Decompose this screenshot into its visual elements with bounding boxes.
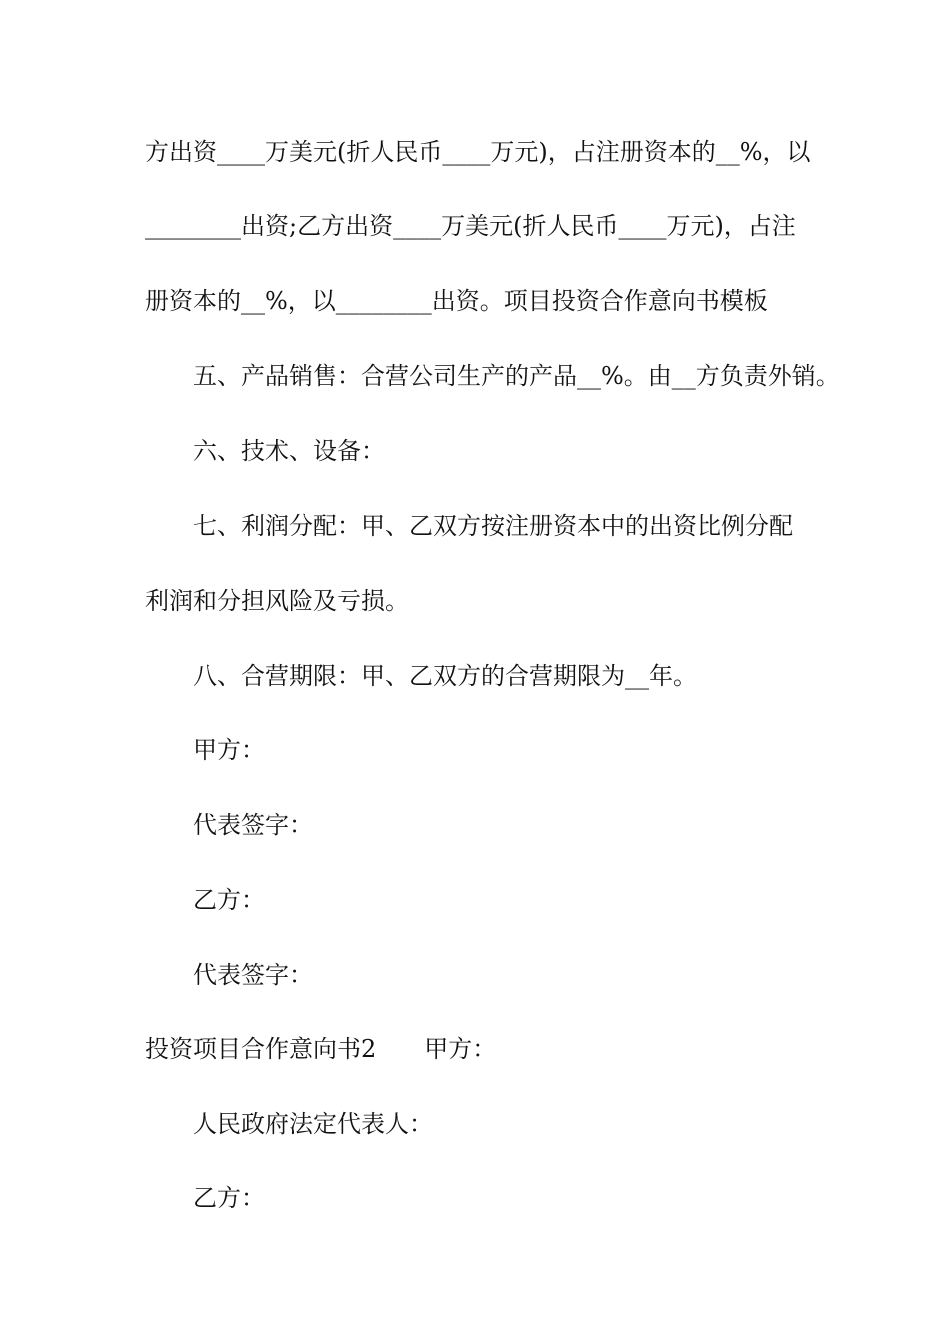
- document-2-heading: 投资项目合作意向书2 甲方：: [145, 1035, 497, 1063]
- section-technology-equipment: 六、技术、设备：: [193, 437, 385, 465]
- party-a-label: 甲方：: [193, 736, 265, 764]
- party-b-label: 乙方：: [193, 886, 265, 914]
- section-product-sales: 五、产品销售：合营公司生产的产品__%。由__方负责外销。: [193, 362, 840, 390]
- text-line-3: 册资本的__%，以________出资。项目投资合作意向书模板: [145, 287, 768, 315]
- representative-signature-label: 代表签字：: [193, 811, 313, 839]
- text-line-2: ________出资;乙方出资____万美元(折人民币____万元)，占注: [145, 212, 796, 240]
- section-joint-venture-term: 八、合营期限：甲、乙双方的合营期限为__年。: [193, 662, 697, 690]
- text-line-7: 利润和分担风险及亏损。: [145, 587, 409, 615]
- representative-signature-label: 代表签字：: [193, 961, 313, 989]
- section-profit-distribution: 七、利润分配：甲、乙双方按注册资本中的出资比例分配: [193, 512, 793, 540]
- government-legal-representative-label: 人民政府法定代表人：: [193, 1110, 433, 1138]
- text-line-1: 方出资____万美元(折人民币____万元)，占注册资本的__%，以: [145, 138, 811, 166]
- party-b-label: 乙方：: [193, 1184, 265, 1212]
